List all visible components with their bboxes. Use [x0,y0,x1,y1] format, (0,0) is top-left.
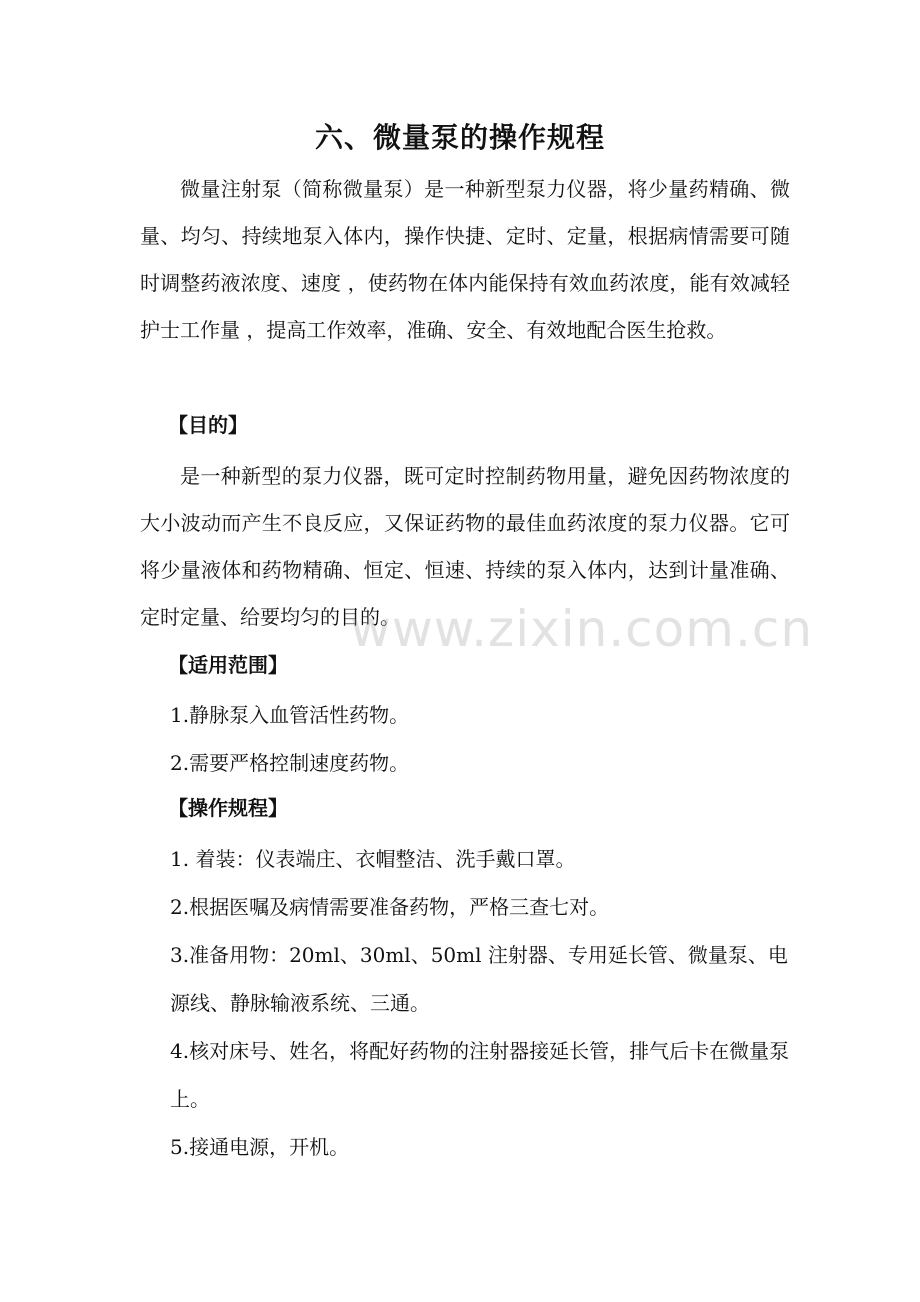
procedure-item: 1. 着装：仪表端庄、衣帽整洁、洗手戴口罩。 [170,847,576,871]
scope-heading: 【适用范围】 [168,653,288,677]
procedure-item: 2.根据医嘱及病情需要准备药物，严格三查七对。 [170,895,610,919]
scope-item: 1.静脉泵入血管活性药物。 [170,703,410,727]
purpose-heading: 【目的】 [168,413,248,437]
watermark: www.zixin.com.cn [350,600,814,658]
purpose-paragraph: 是一种新型的泵力仪器，既可定时控制药物用量，避免因药物浓度的大小波动而产生不良反应，又保证药物的最佳血药浓度的泵力仪器。它可将少量液体和药物精确、恒定、恒速、持续的泵入体内，达到计量准确、定时定量、给要均匀的目的。 [140,464,790,629]
procedure-item: 5.接通电源，开机。 [170,1135,350,1159]
procedure-item: 3.准备用物：20ml、30ml、50ml 注射器、专用延长管、微量泵、电源线、静脉输液系统、三通。 [170,943,788,1015]
procedure-item: 4.核对床号、姓名，将配好药物的注射器接延长管，排气后卡在微量泵上。 [170,1039,790,1111]
document-title: 六、微量泵的操作规程 [314,121,605,154]
procedure-heading: 【操作规程】 [168,796,288,820]
intro-paragraph: 微量注射泵（简称微量泵）是一种新型泵力仪器，将少量药精确、微量、均匀、持续地泵入体内，操作快捷、定时、定量，根据病情需要可随时调整药液浓度、速度 ，使药物在体内能保持有效血药浓度，能有效减轻护士工作量 ，提高工作效率，准确、安全、有效地配合医生抢救。 [140,177,790,342]
scope-item: 2.需要严格控制速度药物。 [170,751,410,775]
